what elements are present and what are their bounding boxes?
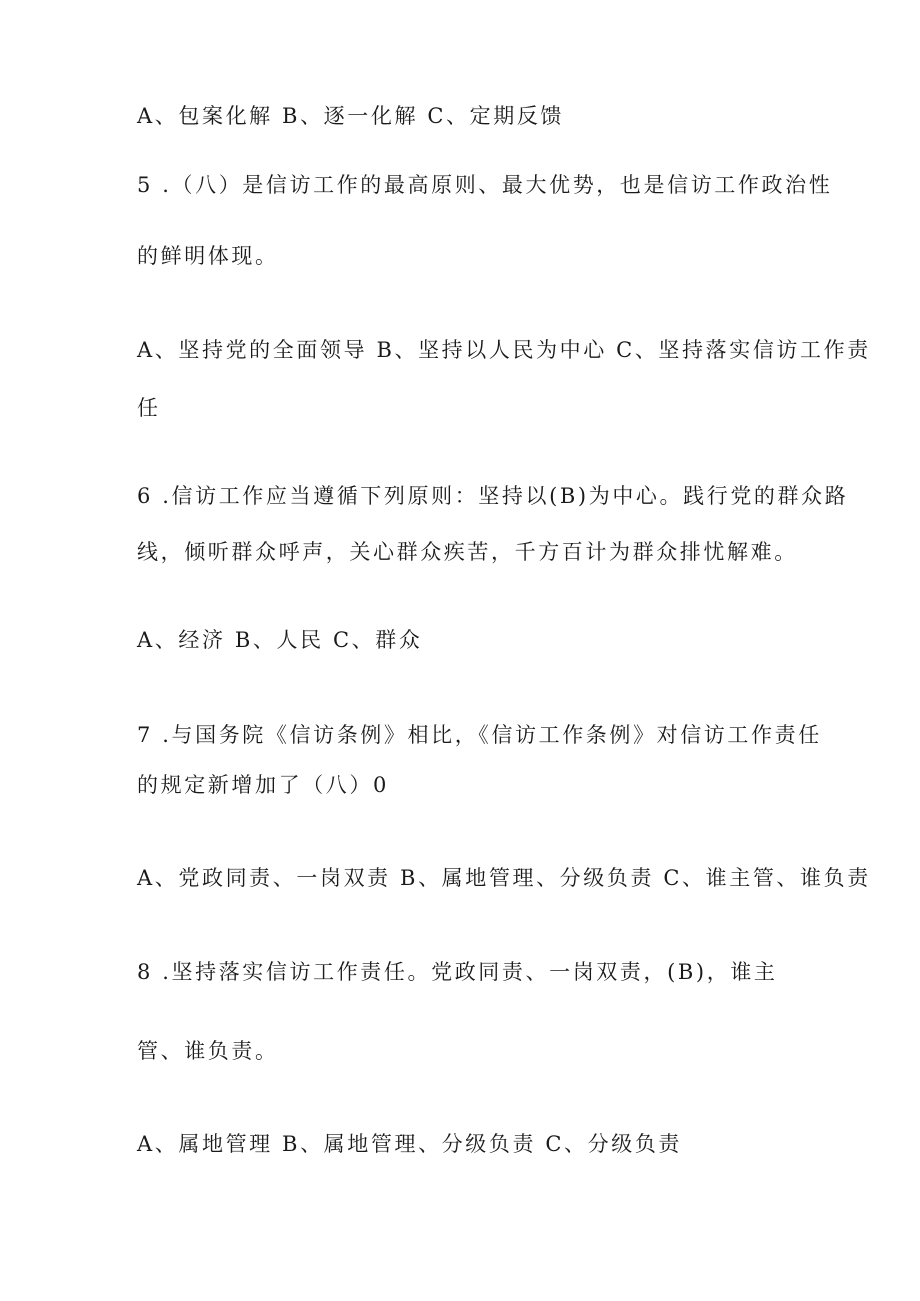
q5-question-line-1: 5 .（八）是信访工作的最高原则、最大优势，也是信访工作政治性 xyxy=(137,173,833,197)
q7-question-line-1: 7 .与国务院《信访条例》相比，《信访工作条例》对信访工作责任 xyxy=(137,723,822,747)
q7-question-line-2: 的规定新增加了（八）0 xyxy=(137,773,389,797)
q5-options-line-2: 任 xyxy=(137,396,161,420)
q6-question-line-2: 线，倾听群众呼声，关心群众疾苦，千方百计为群众排忧解难。 xyxy=(137,540,798,564)
q8-options: A、属地管理 B、属地管理、分级负责 C、分级负责 xyxy=(137,1132,683,1156)
q5-question-line-2: 的鲜明体现。 xyxy=(137,244,279,268)
q6-options: A、经济 B、人民 C、群众 xyxy=(137,628,423,652)
q8-question-line-2: 管、谁负责。 xyxy=(137,1039,279,1063)
q7-options: A、党政同责、一岗双责 B、属地管理、分级负责 C、谁主管、谁负责 xyxy=(137,866,871,890)
q8-question-line-1: 8 .坚持落实信访工作责任。党政同责、一岗双责，(B)，谁主 xyxy=(137,960,778,984)
q4-options: A、包案化解 B、逐一化解 C、定期反馈 xyxy=(137,104,565,128)
q5-options-line-1: A、坚持党的全面领导 B、坚持以人民为中心 C、坚持落实信访工作责 xyxy=(137,338,871,362)
q6-question-line-1: 6 .信访工作应当遵循下列原则：坚持以(B)为中心。践行党的群众路 xyxy=(137,484,849,508)
